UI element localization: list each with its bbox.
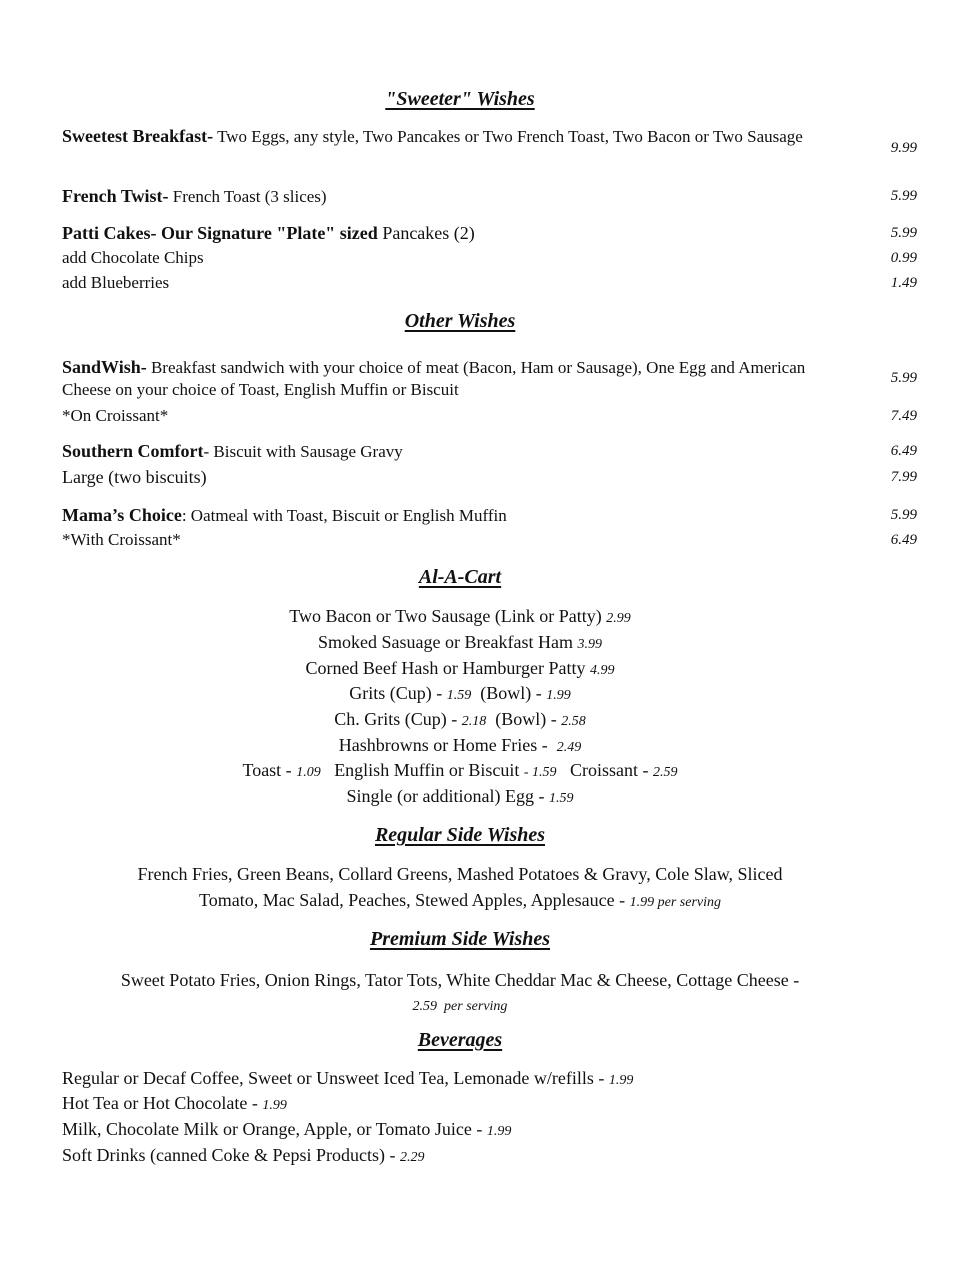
alacart-price: 3.99 [577,637,602,652]
section-heading-sweeter: "Sweeter" Wishes [385,88,535,110]
item-desc: *With Croissant* [62,530,181,549]
section-heading-alacart: Al-A-Cart [418,566,502,588]
beverage-text: Regular or Decaf Coffee, Sweet or Unsweet Iced Tea, Lemonade w/refills - [62,1068,609,1088]
item-name: French Twist- [62,186,169,206]
alacart-line [0,681,920,709]
alacart-line [0,758,920,786]
beverage-line [62,1091,287,1119]
regular-sides-text: Tomato, Mac Salad, Peaches, Stewed Apples, Applesauce - [198,890,630,910]
menu-item [62,504,917,527]
item-name: Mama’s Choice [62,505,182,525]
regular-sides-line: French Fries, Green Beans, Collard Greens, Mashed Potatoes & Gravy, Cole Slaw, Sliced [137,864,783,884]
alacart-item: Grits (Cup) - [349,683,447,703]
menu-item [62,185,917,208]
alacart-line [0,656,920,684]
item-desc: Large (two biscuits) [62,467,207,487]
alacart-price: 2.18 [461,714,487,729]
alacart-price: 2.59 [653,765,678,780]
alacart-price: 2.58 [561,714,586,729]
section-heading-premium-sides: Premium Side Wishes [369,928,551,950]
section-heading-other: Other Wishes [404,310,516,332]
menu-item [62,440,917,463]
menu-item [62,247,917,269]
item-name: Southern Comfort [62,441,204,461]
alacart-item: (Bowl) - [486,709,562,729]
beverage-price: 1.99 [486,1124,512,1139]
item-desc: add Chocolate Chips [62,248,204,267]
menu-item [62,529,917,551]
alacart-price: 1.59 [548,791,574,806]
menu-item [62,222,917,245]
alacart-item: Two Bacon or Two Sausage (Link or Patty) [289,606,607,626]
item-price: 5.99 [890,188,917,204]
item-price: 0.99 [890,250,917,266]
alacart-item: Corned Beef Hash or Hamburger Patty [305,658,591,678]
alacart-line [0,707,920,735]
item-price: 5.99 [890,225,917,241]
regular-sides-price: 1.99 per serving [629,895,722,910]
item-price: 5.99 [890,370,917,386]
menu-item [62,466,917,488]
item-name: Sweetest Breakfast- [62,126,214,146]
beverage-line [62,1066,633,1094]
menu-item [62,125,917,156]
menu-item [62,405,917,427]
alacart-line [0,630,920,658]
alacart-item: (Bowl) - [471,683,547,703]
item-price: 6.49 [890,532,917,548]
alacart-item: Croissant - [556,760,654,780]
item-desc: Breakfast sandwich with your choice of meat (Bacon, Ham or Sausage), One Egg and American Cheese on your choice of Toast, English Muffin or Biscuit [62,358,806,399]
alacart-item: Hashbrowns or Home Fries - [338,735,557,755]
item-price: 7.49 [890,408,917,424]
beverage-line [62,1117,511,1145]
premium-sides-price: 2.59 per serving [412,999,508,1014]
alacart-price: 4.99 [590,663,615,678]
item-price: 6.49 [890,443,917,459]
alacart-price: 1.09 [296,765,321,780]
beverage-price: 1.99 [608,1073,634,1088]
item-price: 1.49 [890,275,917,291]
alacart-price: 1.99 [546,688,571,703]
item-price: 5.99 [890,507,917,523]
section-heading-regular-sides: Regular Side Wishes [374,824,546,846]
item-name: SandWish- [62,357,147,377]
alacart-price: - 1.59 [523,765,557,780]
item-desc: Two Eggs, any style, Two Pancakes or Two French Toast, Two Bacon or Two Sausage [213,127,803,146]
alacart-item: Ch. Grits (Cup) - [334,709,462,729]
alacart-line [0,733,920,761]
item-desc: add Blueberries [62,273,170,292]
alacart-price: 2.49 [556,740,582,755]
alacart-line [0,604,920,632]
alacart-price: 2.99 [606,611,631,626]
alacart-line [0,784,920,812]
item-desc: - Biscuit with Sausage Gravy [203,442,403,461]
item-desc: : Oatmeal with Toast, Biscuit or English Muffin [181,506,507,525]
regular-sides-line [0,888,920,916]
alacart-item: Single (or additional) Egg - [346,786,549,806]
beverage-text: Hot Tea or Hot Chocolate - [62,1093,263,1113]
alacart-item: English Muffin or Biscuit [320,760,524,780]
item-desc: Pancakes (2) [377,223,475,243]
beverage-text: Milk, Chocolate Milk or Orange, Apple, or Tomato Juice - [62,1119,487,1139]
beverage-line [62,1143,424,1171]
item-name: Patti Cakes- Our Signature "Plate" sized [62,223,378,243]
premium-sides-line: Sweet Potato Fries, Onion Rings, Tator Tots, White Cheddar Mac & Cheese, Cottage Cheese - [120,970,800,990]
beverage-price: 2.29 [399,1150,425,1165]
beverage-text: Soft Drinks (canned Coke & Pepsi Products) - [62,1145,400,1165]
alacart-item: Toast - [242,760,297,780]
menu-item [62,272,917,294]
alacart-price: 1.59 [446,688,472,703]
item-desc: French Toast (3 slices) [168,187,327,206]
item-price: 9.99 [890,140,917,156]
menu-item [62,356,917,401]
alacart-item: Smoked Sasuage or Breakfast Ham [318,632,578,652]
section-heading-beverages: Beverages [417,1029,503,1051]
premium-sides-price-line [0,992,920,1020]
beverage-price: 1.99 [262,1098,287,1113]
item-price: 7.99 [890,469,917,485]
item-desc: *On Croissant* [62,406,169,425]
